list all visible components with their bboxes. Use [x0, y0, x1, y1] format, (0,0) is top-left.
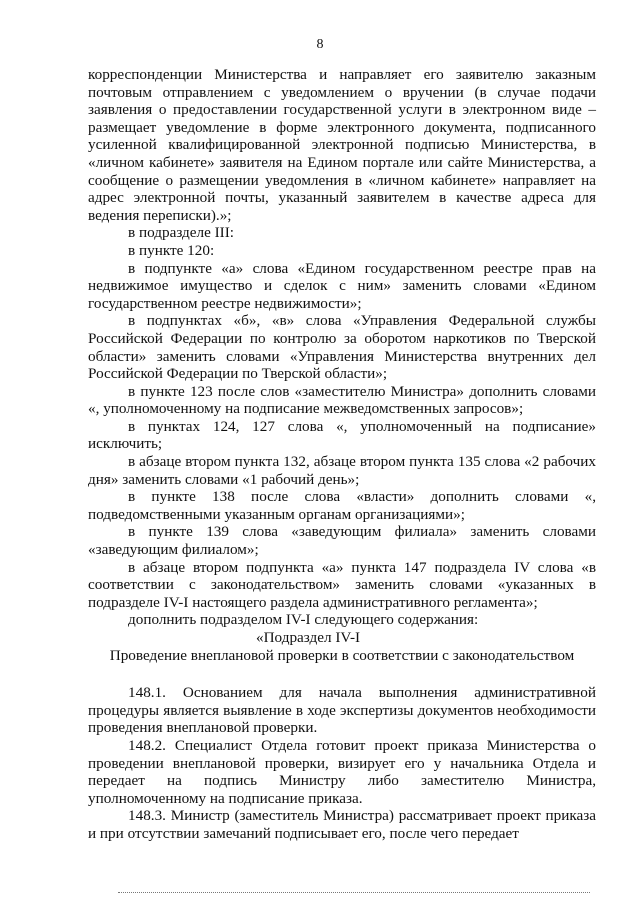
- paragraph-subitems-b-v: в подпунктах «б», «в» слова «Управления Федеральной службы Российской Федерации по контролю за оборотом наркотиков по Тверской области» заменить словами «Управления Министерства внутренних дел Российской Федерации по Тверской области»;: [88, 312, 596, 383]
- subsection-heading: «Подраздел IV-I: [256, 629, 361, 646]
- footer-divider: [118, 892, 590, 893]
- paragraph-item-123: в пункте 123 после слов «заместителю Министра» дополнить словами «, уполномоченному на подписание межведомственных запросов»;: [88, 382, 596, 418]
- item-148-2: 148.2. Специалист Отдела готовит проект приказа Министерства о проведении внеплановой проверки, визирует его у начальника Отдела и передает на подпись Министру либо заместителю Министра, уполномоченному на подписание приказа.: [88, 736, 596, 807]
- paragraph-item-139: в пункте 139 слова «заведующим филиала» заменить словами «заведующим филиалом»;: [88, 523, 596, 559]
- paragraph-subitem-a: в подпункте «а» слова «Едином государственном реестре прав на недвижимое имущество и сделок с ним» заменить словами «Едином государственном реестре недвижимости»;: [88, 259, 596, 312]
- subsection-title: Проведение внеплановой проверки в соответствии с законодательством: [109, 646, 575, 664]
- paragraph-items-132-135: в абзаце втором пункта 132, абзаце втором пункта 135 слова «2 рабочих дня» заменить словами «1 рабочий день»;: [88, 453, 596, 488]
- document-body: [88, 66, 596, 843]
- paragraph-subsection-3: в подразделе III:: [128, 224, 235, 242]
- item-148-3: 148.3. Министр (заместитель Министра) рассматривает проект приказа и при отсутствии замечаний подписывает его, после чего передает: [88, 807, 596, 842]
- paragraph-items-124-127: в пунктах 124, 127 слова «, уполномоченный на подписание» исключить;: [88, 417, 596, 453]
- paragraph-item-138: в пункте 138 после слова «власти» дополнить словами «, подведомственными указанным органам организациями»;: [88, 488, 596, 523]
- paragraph-correspondence: корреспонденции Министерства и направляет его заявителю заказным почтовым отправлением с уведомлением о вручении (в случае подачи заявления о предоставлении государственной услуги в электронном виде – размещает уведомление в форме электронного документа, подписанного усиленной квалифицированной электронной подписью Министерства, в «личном кабинете» заявителя на Едином портале или сайте Министерства, а сообщение о размещении уведомления в «личном кабинете» направляет на адрес электронной почты, указанный заявителем в качестве адреса для ведения переписки).»;: [88, 66, 596, 224]
- paragraph-add-subsection: дополнить подразделом IV-I следующего содержания:: [128, 611, 479, 629]
- paragraph-item-147: в абзаце втором подпункта «а» пункта 147 подраздела IV слова «в соответствии с законодательством» заменить словами «указанных в подразделе IV-I настоящего раздела административного регламента»;: [88, 558, 596, 611]
- item-148-1: 148.1. Основанием для начала выполнения административной процедуры является выявление в ходе экспертизы документов необходимости проведения внеплановой проверки.: [88, 684, 596, 737]
- page-number: 8: [316, 37, 324, 52]
- paragraph-item-120: в пункте 120:: [128, 241, 215, 259]
